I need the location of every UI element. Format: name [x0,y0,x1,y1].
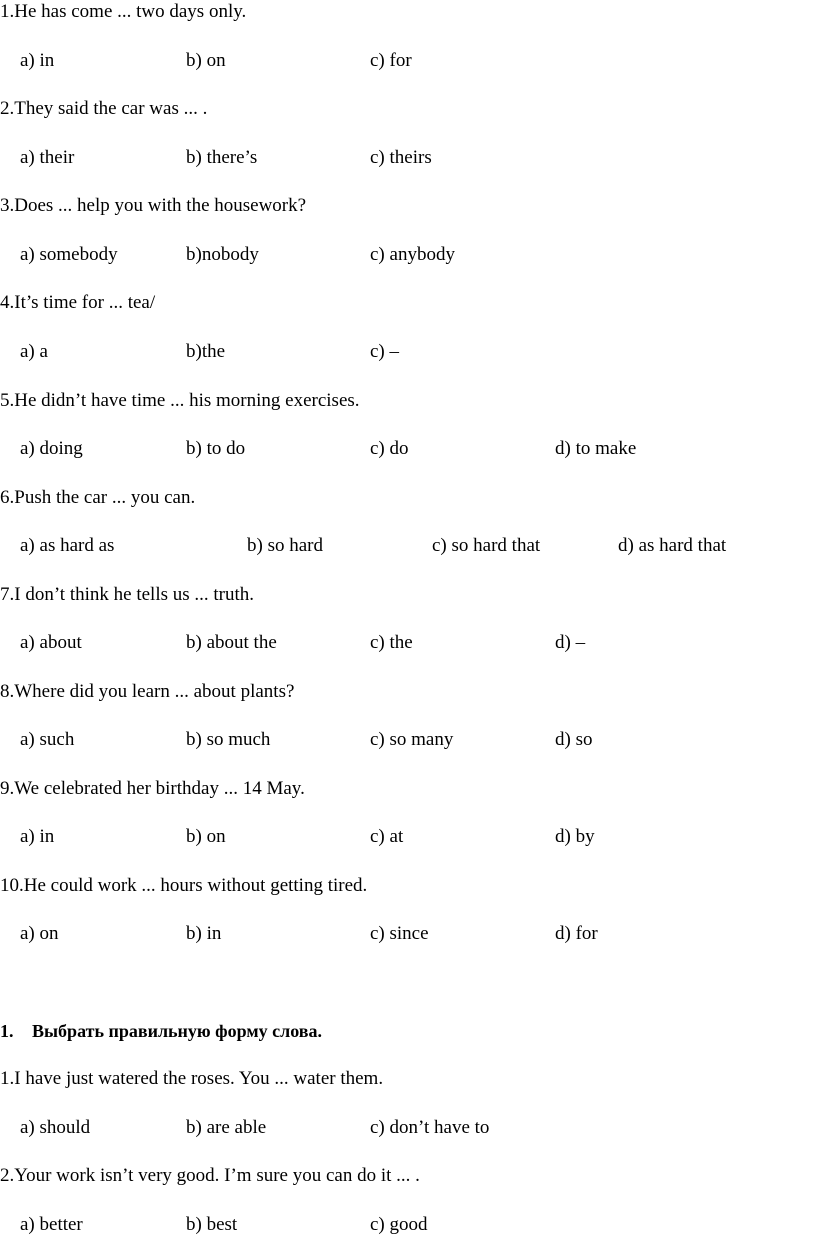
option-a: a) in [20,826,55,847]
option-b: b) so hard [247,535,323,556]
option-b: b) best [186,1214,238,1235]
option-c: c) the [370,632,413,653]
option-b: b)the [186,341,226,362]
option-b: b) in [186,923,222,944]
option-a: a) doing [20,438,83,459]
option-d: d) by [555,826,595,847]
option-d: d) for [555,923,598,944]
option-a: a) somebody [20,244,118,265]
option-b: b)nobody [186,244,259,265]
option-d: d) to make [555,438,637,459]
option-b: b) there’s [186,147,258,168]
option-b: b) on [186,50,226,71]
question-text: 3.Does ... help you with the housework? [0,195,307,216]
question-text: 2.Your work isn’t very good. I’m sure you can do it ... . [0,1165,420,1186]
option-d: d) as hard that [618,535,727,556]
option-a: a) on [20,923,59,944]
option-c: c) good [370,1214,428,1235]
question-text: 1.He has come ... two days only. [0,1,247,22]
question-text: 2.They said the car was ... . [0,98,208,119]
question-text: 10.He could work ... hours without getting tired. [0,875,368,896]
question-text: 5.He didn’t have time ... his morning exercises. [0,390,360,411]
option-b: b) to do [186,438,246,459]
option-b: b) about the [186,632,277,653]
option-c: c) don’t have to [370,1117,490,1138]
option-c: c) anybody [370,244,455,265]
option-a: a) in [20,50,55,71]
question-text: 8.Where did you learn ... about plants? [0,681,295,702]
option-c: c) do [370,438,409,459]
option-c: c) theirs [370,147,432,168]
option-a: a) such [20,729,75,750]
option-c: c) since [370,923,429,944]
question-text: 4.It’s time for ... tea/ [0,292,156,313]
section-number: 1. [0,1021,14,1041]
option-a: a) about [20,632,82,653]
option-a: a) should [20,1117,91,1138]
option-b: b) are able [186,1117,267,1138]
option-d: d) so [555,729,593,750]
option-c: c) at [370,826,404,847]
option-a: a) better [20,1214,83,1235]
option-b: b) on [186,826,226,847]
question-text: 9.We celebrated her birthday ... 14 May. [0,778,305,799]
option-c: c) so many [370,729,454,750]
option-d: d) – [555,632,586,653]
option-b: b) so much [186,729,271,750]
option-a: a) as hard as [20,535,115,556]
option-c: c) for [370,50,412,71]
option-a: a) a [20,341,48,362]
option-c: c) so hard that [432,535,541,556]
question-text: 6.Push the car ... you can. [0,487,196,508]
option-a: a) their [20,147,75,168]
option-c: c) – [370,341,400,362]
section-title: Выбрать правильную форму слова. [32,1021,322,1041]
question-text: 7.I don’t think he tells us ... truth. [0,584,255,605]
question-text: 1.I have just watered the roses. You ... water them. [0,1068,384,1089]
